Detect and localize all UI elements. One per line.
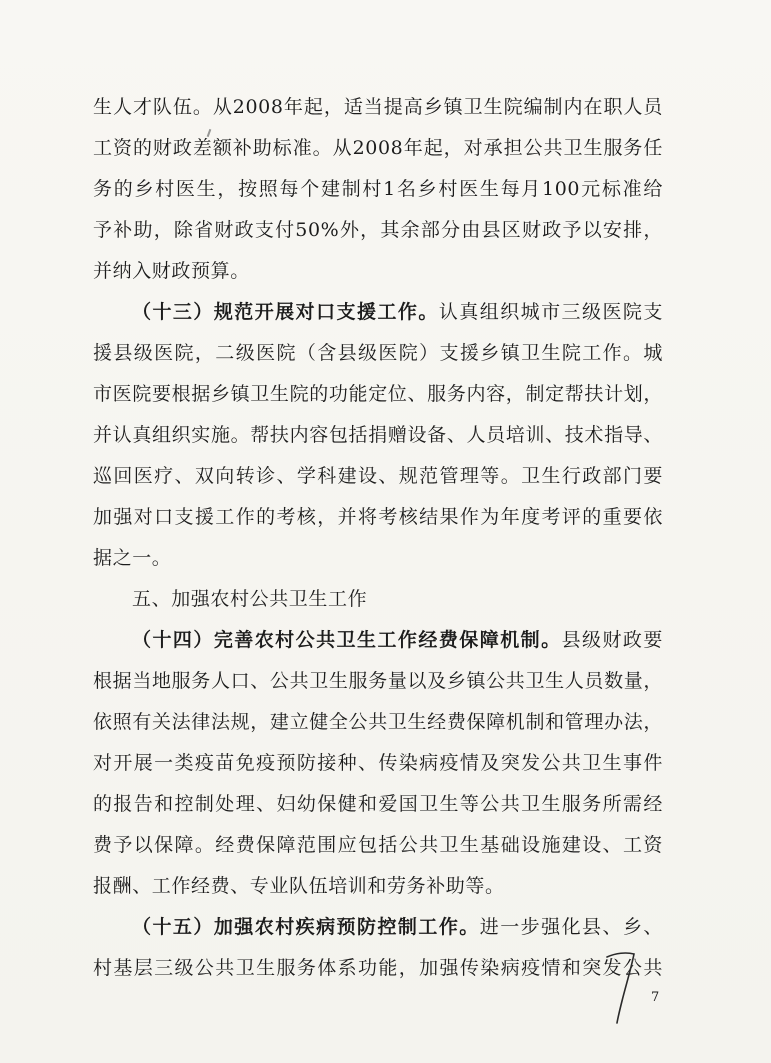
paragraph-line: 生人才队伍。从2008年起，适当提高乡镇卫生院编制内在职人员	[93, 96, 663, 118]
paragraph-line: 依照有关法律法规，建立健全公共卫生经费保障机制和管理办法，	[93, 711, 663, 733]
paragraph-line: 对开展一类疫苗免疫预防接种、传染病疫情及突发公共卫生事件	[93, 752, 663, 774]
section-14-first-line	[132, 620, 663, 660]
paragraph-line: 的报告和控制处理、妇幼保健和爱国卫生等公共卫生服务所需经	[93, 793, 663, 815]
paragraph-line: 费予以保障。经费保障范围应包括公共卫生基础设施建设、工资	[93, 834, 663, 856]
paragraph-line: 村基层三级公共卫生服务体系功能，加强传染病疫情和突发公共	[93, 957, 663, 979]
page-number: 7	[651, 990, 660, 1005]
section-14-heading: （十四）完善农村公共卫生工作经费保障机制。	[132, 629, 562, 651]
section-13-heading: （十三）规范开展对口支援工作。	[132, 301, 439, 323]
paragraph-line: 并纳入财政预算。	[93, 260, 250, 282]
section-13-text: 认真组织城市三级医院支	[438, 301, 663, 323]
paragraph-line: 市医院要根据乡镇卫生院的功能定位、服务内容，制定帮扶计划，	[93, 383, 663, 405]
section-15-heading: （十五）加强农村疾病预防控制工作。	[132, 916, 480, 938]
paragraph-line: 巡回医疗、双向转诊、学科建设、规范管理等。卫生行政部门要	[93, 465, 663, 487]
paragraph-line: 予补助，除省财政支付50%外，其余部分由县区财政予以安排，	[93, 219, 663, 241]
section-14-text: 县级财政要	[561, 629, 663, 651]
paragraph-line: 加强对口支援工作的考核，并将考核结果作为年度考评的重要依	[93, 506, 663, 528]
paragraph-line: 根据当地服务人口、公共卫生服务量以及乡镇公共卫生人员数量，	[93, 670, 663, 692]
paragraph-line: 务的乡村医生，按照每个建制村1名乡村医生每月100元标准给	[93, 178, 663, 200]
handwritten-page-mark	[604, 945, 638, 1025]
paragraph-line: 援县级医院，二级医院（含县级医院）支援乡镇卫生院工作。城	[93, 342, 663, 364]
section-15-text: 进一步强化县、乡、	[479, 916, 663, 938]
paragraph-line: 并认真组织实施。帮扶内容包括捐赠设备、人员培训、技术指导、	[93, 424, 663, 446]
section-15-first-line	[132, 907, 663, 947]
paragraph-line: 工资的财政差额补助标准。从2008年起，对承担公共卫生服务任	[93, 137, 663, 159]
paragraph-line: 报酬、工作经费、专业队伍培训和劳务补助等。	[93, 875, 505, 897]
section-five-heading: 五、加强农村公共卫生工作	[132, 588, 368, 610]
paragraph-line: 据之一。	[93, 547, 172, 569]
section-13-first-line	[132, 292, 663, 332]
